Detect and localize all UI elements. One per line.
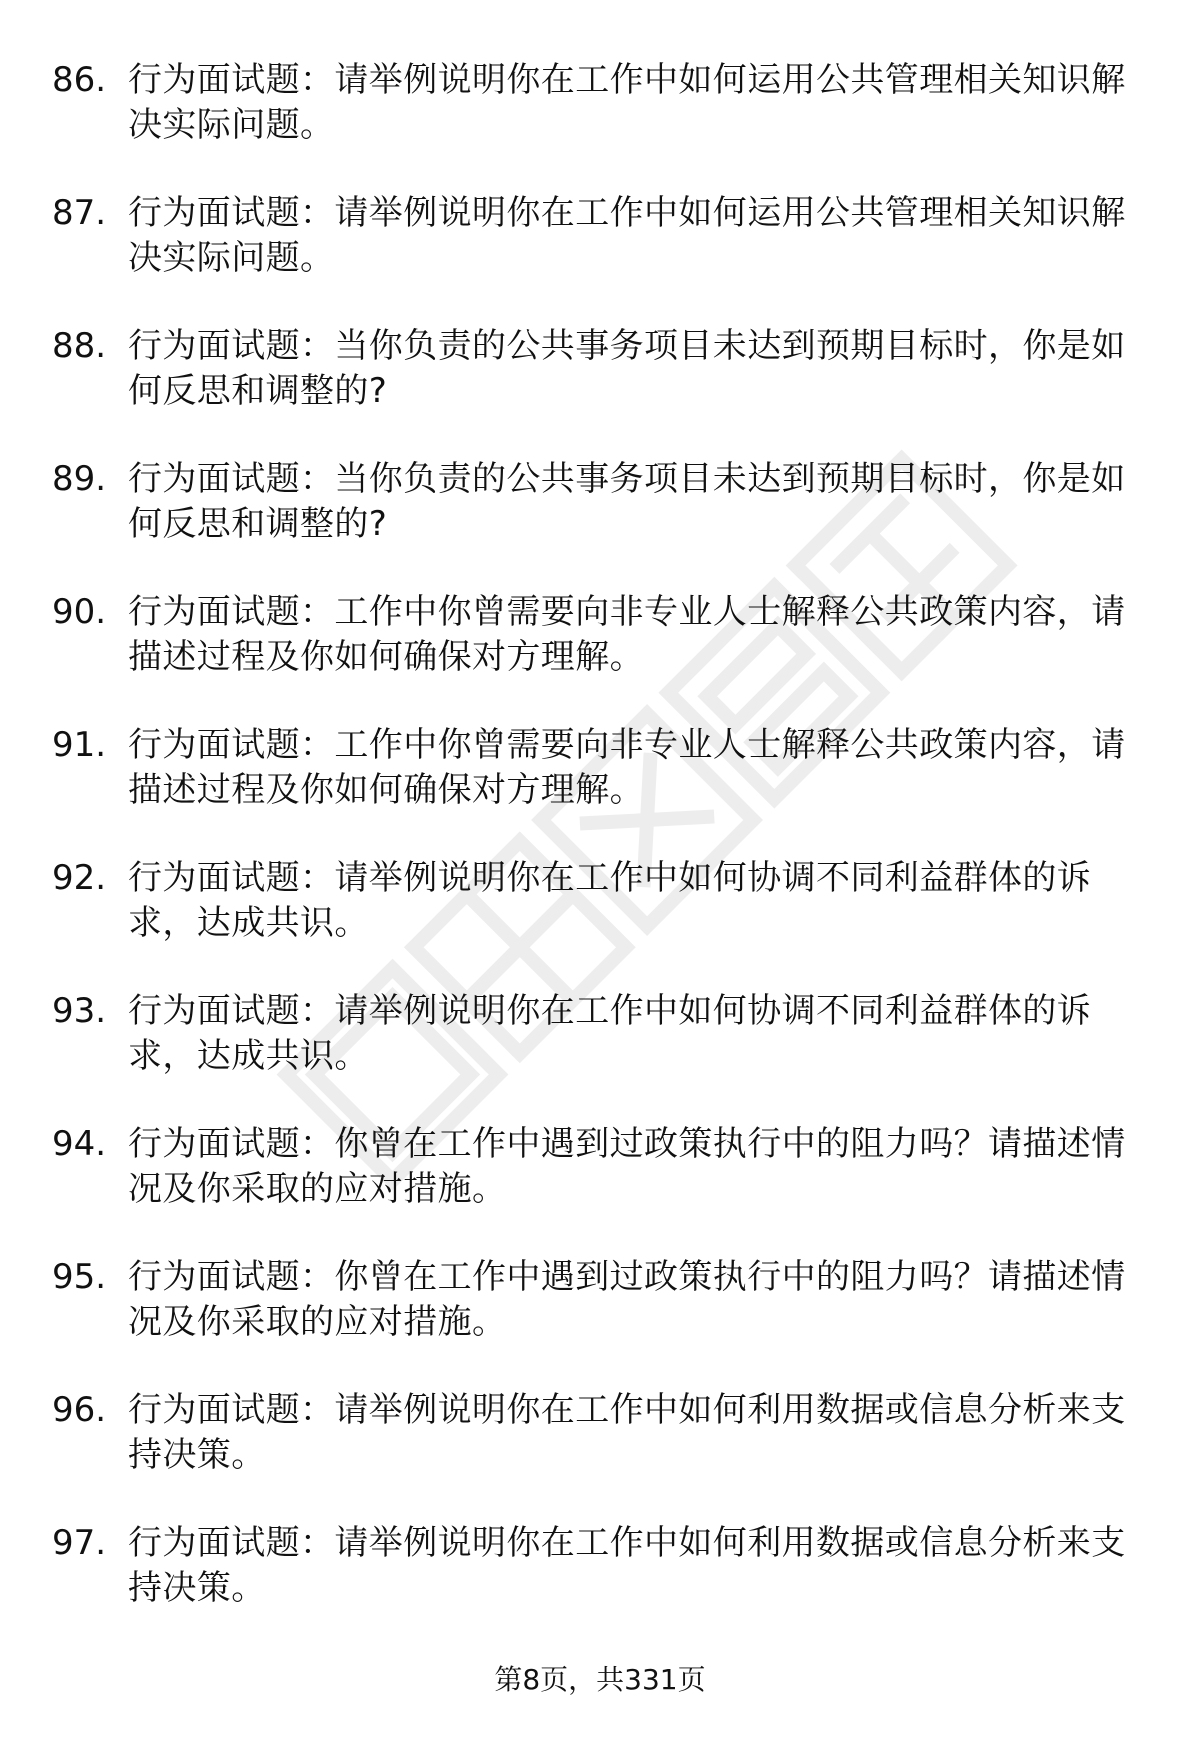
question-number: 90. [52, 592, 107, 632]
list-item [0, 324, 1200, 457]
question-number: 91. [52, 725, 107, 765]
question-text: 行为面试题：工作中你曾需要向非专业人士解释公共政策内容，请描述过程及你如何确保对方理解。 [128, 592, 1126, 677]
question-text: 行为面试题：请举例说明你在工作中如何利用数据或信息分析来支持决策。 [128, 1390, 1126, 1475]
list-item [0, 58, 1200, 191]
list-item [0, 1388, 1200, 1521]
question-text: 行为面试题：请举例说明你在工作中如何利用数据或信息分析来支持决策。 [128, 1523, 1126, 1608]
question-number: 88. [52, 326, 107, 366]
question-text: 行为面试题：请举例说明你在工作中如何协调不同利益群体的诉求，达成共识。 [128, 991, 1092, 1076]
question-number: 89. [52, 459, 107, 499]
question-text: 行为面试题：你曾在工作中遇到过政策执行中的阻力吗？请描述情况及你采取的应对措施。 [128, 1124, 1126, 1209]
list-item [0, 723, 1200, 856]
question-text: 行为面试题：工作中你曾需要向非专业人士解释公共政策内容，请描述过程及你如何确保对方理解。 [128, 725, 1126, 810]
list-item [0, 1255, 1200, 1388]
list-item [0, 1122, 1200, 1255]
list-item [0, 457, 1200, 590]
question-number: 94. [52, 1124, 107, 1164]
page-number-footer: 第8页，共331页 [494, 1663, 706, 1696]
list-item [0, 856, 1200, 989]
list-item [0, 191, 1200, 324]
question-number: 92. [52, 858, 107, 898]
question-text: 行为面试题：请举例说明你在工作中如何运用公共管理相关知识解决实际问题。 [128, 193, 1126, 278]
list-item [0, 1521, 1200, 1654]
question-number: 96. [52, 1390, 107, 1430]
question-text: 行为面试题：请举例说明你在工作中如何运用公共管理相关知识解决实际问题。 [128, 60, 1126, 145]
list-item [0, 590, 1200, 723]
question-number: 95. [52, 1257, 107, 1297]
question-text: 行为面试题：当你负责的公共事务项目未达到预期目标时，你是如何反思和调整的? [128, 459, 1126, 544]
question-text: 行为面试题：你曾在工作中遇到过政策执行中的阻力吗？请描述情况及你采取的应对措施。 [128, 1257, 1126, 1342]
question-number: 86. [52, 60, 107, 100]
question-text: 行为面试题：请举例说明你在工作中如何协调不同利益群体的诉求，达成共识。 [128, 858, 1092, 943]
question-text: 行为面试题：当你负责的公共事务项目未达到预期目标时，你是如何反思和调整的? [128, 326, 1126, 411]
question-list [0, 58, 1200, 1654]
question-number: 97. [52, 1523, 107, 1563]
question-number: 93. [52, 991, 107, 1031]
list-item [0, 989, 1200, 1122]
question-number: 87. [52, 193, 107, 233]
